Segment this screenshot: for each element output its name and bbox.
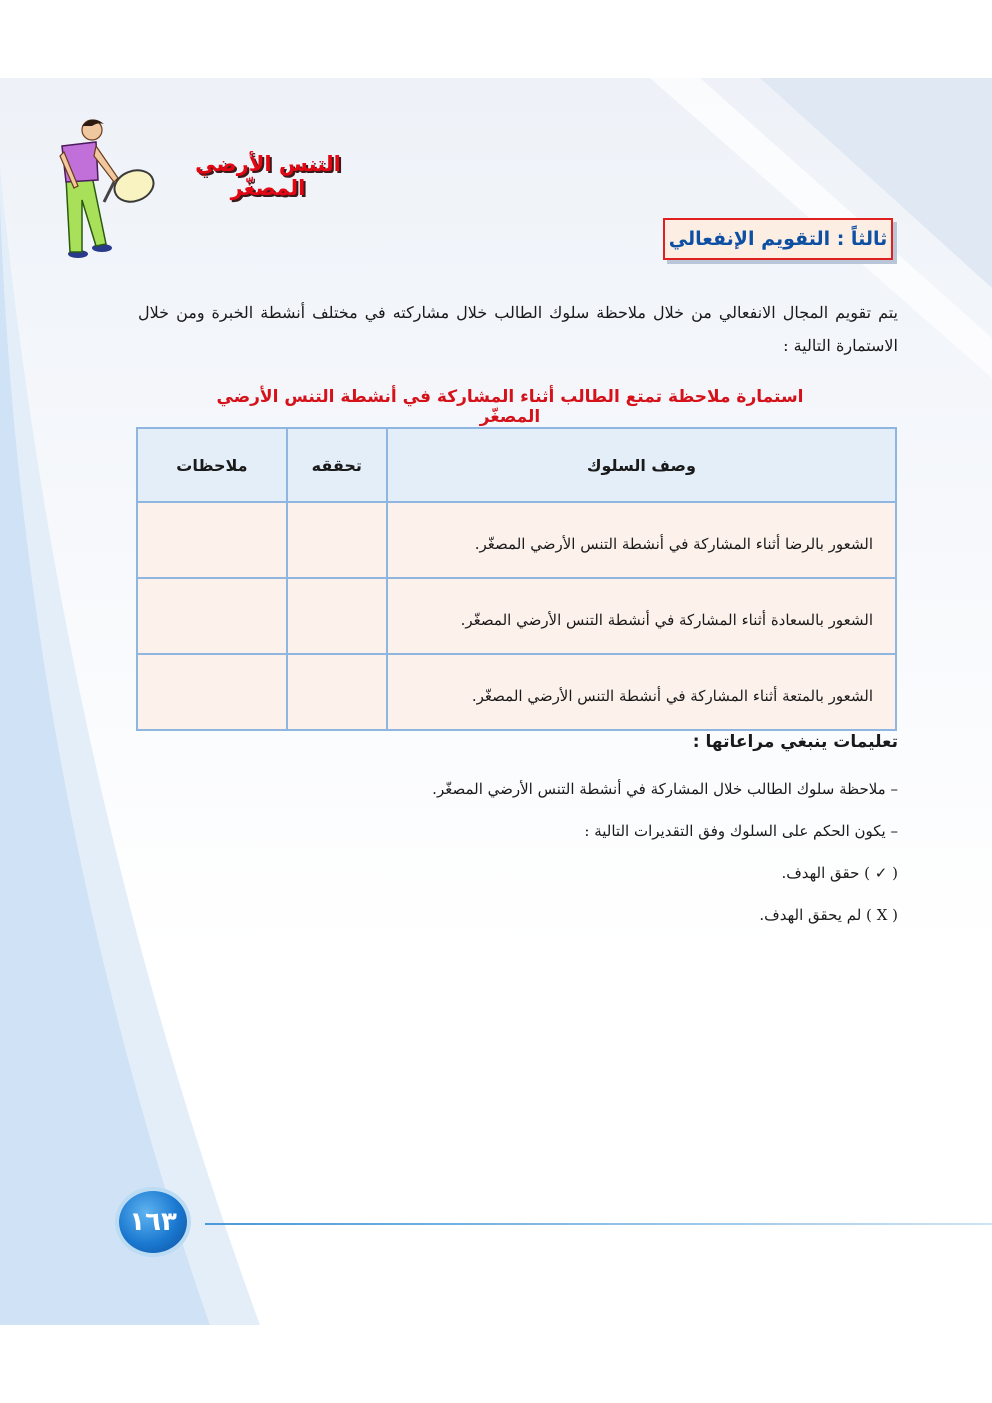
tennis-player-illustration (48, 116, 168, 261)
intro-paragraph: يتم تقويم المجال الانفعالي من خلال ملاحظة سلوك الطالب خلال مشاركته في مختلف أنشطة الخبرة ومن خلال الاستمارة التالية : (138, 303, 898, 355)
behavior-description-cell: الشعور بالمتعة أثناء المشاركة في أنشطة التنس الأرضي المصغّر. (387, 654, 896, 730)
instructions-title: تعليمات ينبغي مراعاتها : (692, 732, 898, 752)
list-item: – يكون الحكم على السلوك وفق التقديرات التالية : (584, 822, 898, 840)
notes-cell[interactable] (137, 654, 287, 730)
notes-cell[interactable] (137, 502, 287, 578)
table-row (137, 578, 896, 654)
list-item: ( X ) لم يحقق الهدف. (759, 906, 898, 924)
chapter-title: التنس الأرضي المصغّر (195, 152, 341, 200)
footer-divider (205, 1223, 992, 1225)
section-heading: ثالثاً : التقويم الإنفعالي (663, 218, 893, 260)
page-number-badge: ١٦٣ (119, 1191, 187, 1253)
behavior-description-cell: الشعور بالرضا أثناء المشاركة في أنشطة التنس الأرضي المصغّر. (387, 502, 896, 578)
table-header-row (137, 428, 896, 502)
column-header-description: وصف السلوك (387, 428, 896, 502)
notes-cell[interactable] (137, 578, 287, 654)
behavior-observation-table (136, 427, 897, 731)
column-header-notes: ملاحظات (137, 428, 287, 502)
instructions-list (198, 774, 898, 942)
behavior-description-cell: الشعور بالسعادة أثناء المشاركة في أنشطة التنس الأرضي المصغّر. (387, 578, 896, 654)
column-header-achieved: تحققه (287, 428, 387, 502)
achieved-cell[interactable] (287, 502, 387, 578)
table-row (137, 654, 896, 730)
achieved-cell[interactable] (287, 578, 387, 654)
achieved-cell[interactable] (287, 654, 387, 730)
form-title: استمارة ملاحظة تمتع الطالب أثناء المشاركة في أنشطة التنس الأرضي المصغّر (216, 387, 804, 427)
list-item: ( ✓ ) حقق الهدف. (781, 864, 898, 882)
table-row (137, 502, 896, 578)
list-item: – ملاحظة سلوك الطالب خلال المشاركة في أنشطة التنس الأرضي المصغّر. (432, 780, 898, 798)
